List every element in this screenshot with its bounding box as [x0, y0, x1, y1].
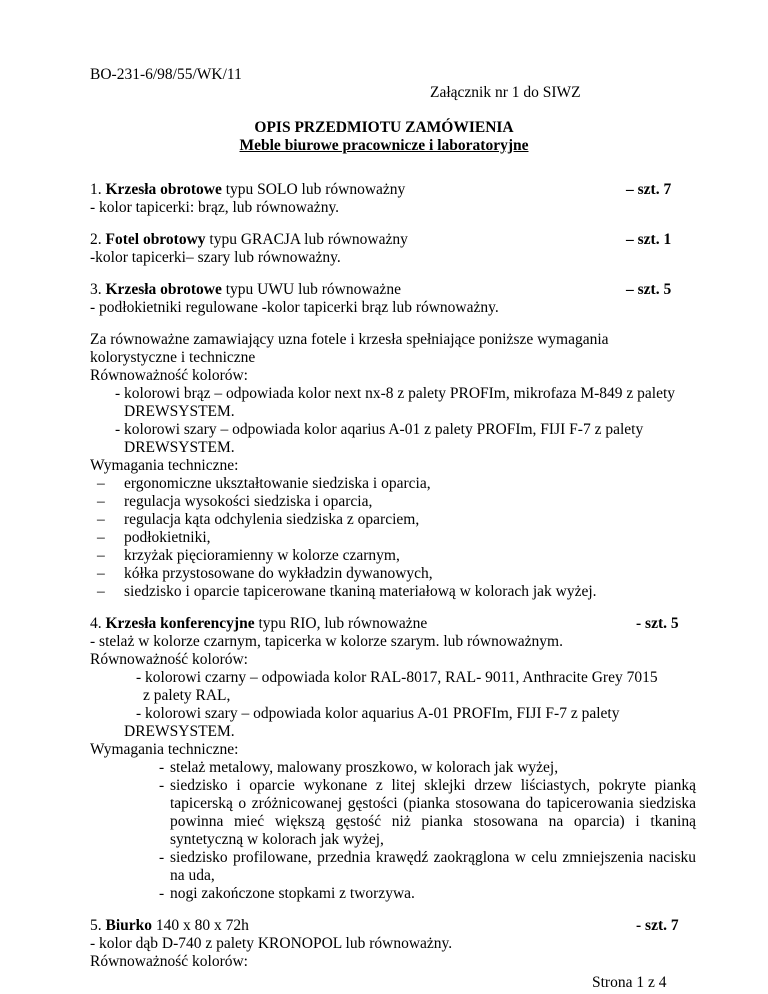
list-item: siedzisko profilowane, przednia krawędź zaokrąglona w celu zmniejszenia nacisku na uda, [170, 849, 696, 884]
item-number: 2. [90, 231, 102, 248]
list-bullet: - [159, 885, 165, 902]
page-number: Strona 1 z 4 [592, 974, 667, 991]
item-number: 5. [90, 917, 102, 934]
item-type: typu UWU lub równoważne [221, 281, 401, 298]
item-4-color-black: - kolorowi czarny – odpowiada kolor RAL-8017, RAL- 9011, Anthracite Grey 7015 [136, 669, 658, 686]
item-4-colors-heading: Równoważność kolorów: [90, 651, 248, 668]
item-2-quantity: – szt. 1 [626, 231, 672, 248]
equivalence-intro-cont: kolorystyczne i techniczne [90, 349, 256, 366]
list-item: siedzisko i oparcie tapicerowane tkaniną materiałową w kolorach jak wyżej. [124, 583, 597, 600]
item-4-heading [90, 615, 427, 633]
page-title: OPIS PRZEDMIOTU ZAMÓWIENIA [254, 119, 514, 136]
list-bullet: - [159, 777, 165, 794]
item-2-heading [90, 231, 408, 249]
document-reference: BO-231-6/98/55/WK/11 [90, 66, 242, 83]
item-4-color-grey-cont: DREWSYSTEM. [124, 723, 235, 740]
item-5-colors-heading: Równoważność kolorów: [90, 953, 248, 970]
color-grey-equivalence-cont: DREWSYSTEM. [124, 439, 235, 456]
color-brown-equivalence: - kolorowi brąz – odpowiada kolor next nx-8 z palety PROFIm, mikrofaza M-849 z palety [115, 385, 676, 402]
item-2-detail: -kolor tapicerki– szary lub równoważny. [90, 249, 341, 266]
list-bullet: – [97, 565, 105, 582]
list-item: regulacja wysokości siedziska i oparcia, [124, 493, 373, 510]
page-subtitle: Meble biurowe pracownicze i laboratoryjne [239, 137, 529, 154]
item-name: Fotel obrotowy [105, 231, 206, 248]
item-type: typu SOLO lub równoważny [221, 181, 406, 198]
item-name: Krzesła obrotowe [105, 281, 222, 298]
list-item: ergonomiczne ukształtowanie siedziska i oparcia, [124, 475, 431, 492]
item-1-heading [90, 181, 405, 199]
list-item: stelaż metalowy, malowany proszkowo, w kolorach jak wyżej, [170, 759, 559, 776]
item-5-quantity: - szt. 7 [636, 917, 679, 934]
item-name: Biurko [105, 917, 153, 934]
item-type: 140 x 80 x 72h [152, 917, 249, 934]
item-number: 3. [90, 281, 102, 298]
list-bullet: – [97, 583, 105, 600]
list-bullet: – [97, 493, 105, 510]
color-grey-equivalence: - kolorowi szary – odpowiada kolor aqarius A-01 z palety PROFIm, FIJI F-7 z palety [115, 421, 644, 438]
item-1-quantity: – szt. 7 [626, 181, 672, 198]
item-type: typu RIO, lub równoważne [254, 615, 428, 632]
color-brown-equivalence-cont: DREWSYSTEM. [124, 403, 235, 420]
list-bullet: - [159, 759, 165, 776]
colors-heading: Równoważność kolorów: [90, 367, 248, 384]
list-item: nogi zakończone stopkami z tworzywa. [170, 885, 415, 902]
tech-requirements-heading: Wymagania techniczne: [90, 457, 239, 474]
item-3-detail: - podłokietniki regulowane -kolor tapicerki brąz lub równoważny. [90, 299, 499, 316]
item-5-detail: - kolor dąb D-740 z palety KRONOPOL lub równoważny. [90, 935, 453, 952]
item-4-detail: - stelaż w kolorze czarnym, tapicerka w kolorze szarym. lub równoważnym. [90, 633, 563, 650]
item-4-tech-heading: Wymagania techniczne: [90, 741, 239, 758]
list-bullet: – [97, 529, 105, 546]
list-item: podłokietniki, [124, 529, 211, 546]
item-3-quantity: – szt. 5 [626, 281, 672, 298]
list-bullet: – [97, 511, 105, 528]
list-bullet: – [97, 547, 105, 564]
list-item: krzyżak pięcioramienny w kolorze czarnym, [124, 547, 400, 564]
item-1-detail: - kolor tapicerki: brąz, lub równoważny. [90, 199, 340, 216]
list-item: regulacja kąta odchylenia siedziska z oparciem, [124, 511, 420, 528]
item-number: 1. [90, 181, 102, 198]
list-item: siedzisko i oparcie wykonane z litej sklejki drzew liściastych, pokryte pianką tapicerską o zróżnicowanej gęstości (pianka stosowana do tapicerowania siedziska powinna mieć większą gęstość niż pianka stosowana na oparcia) i tkaniną syntetyczną w kolorach jak wyżej, [170, 777, 696, 848]
item-4-color-grey: - kolorowi szary – odpowiada kolor aquarius A-01 PROFIm, FIJI F-7 z palety [136, 705, 620, 722]
item-number: 4. [90, 615, 102, 632]
item-name: Krzesła konferencyjne [105, 615, 255, 632]
item-3-heading [90, 281, 401, 299]
item-4-quantity: - szt. 5 [636, 615, 679, 632]
list-item: kółka przystosowane do wykładzin dywanowych, [124, 565, 433, 582]
annex-label: Załącznik nr 1 do SIWZ [430, 84, 581, 101]
list-bullet: – [97, 475, 105, 492]
item-name: Krzesła obrotowe [105, 181, 222, 198]
item-5-heading [90, 917, 249, 935]
equivalence-intro: Za równoważne zamawiający uzna fotele i krzesła spełniające poniższe wymagania [90, 331, 609, 348]
list-bullet: - [159, 849, 165, 866]
item-type: typu GRACJA lub równoważny [205, 231, 408, 248]
item-4-color-black-cont: z palety RAL, [143, 687, 231, 704]
